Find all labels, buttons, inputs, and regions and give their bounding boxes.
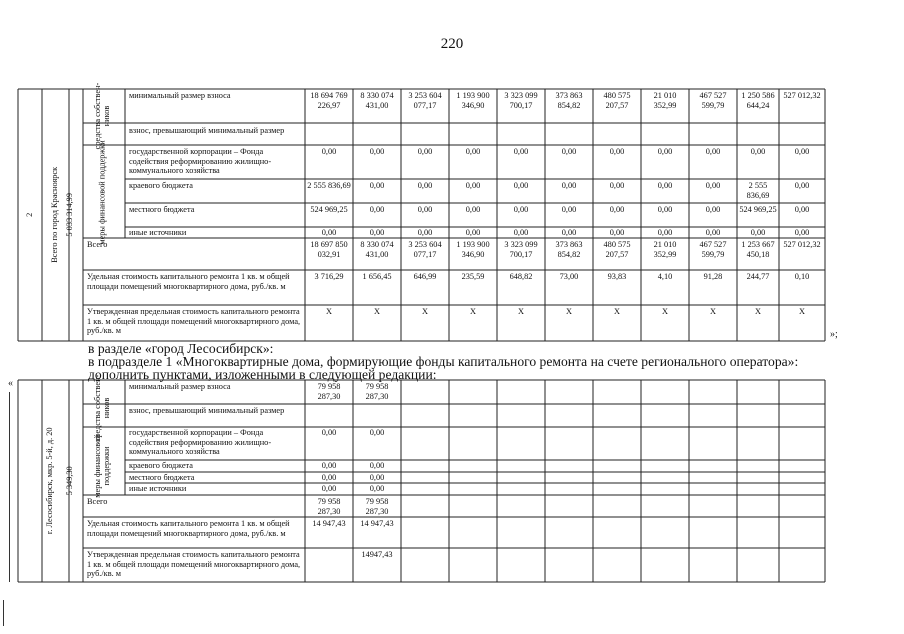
table-cell: 0,00 — [750, 228, 766, 237]
table-cell: 0,00 — [750, 147, 766, 156]
table-cell: X — [470, 307, 476, 316]
table-cell: 1 193 900 346,90 — [456, 240, 490, 259]
table-cell: 0,00 — [794, 147, 810, 156]
region-amount: 5 033 314,99 — [65, 193, 75, 237]
table-cell: 0,00 — [369, 484, 385, 493]
table-cell: 646,99 — [413, 272, 437, 281]
table-cell: 0,00 — [657, 147, 673, 156]
table-cell: X — [326, 307, 332, 316]
table-cell: 91,28 — [703, 272, 723, 281]
table-cell: X — [799, 307, 805, 316]
address-label: г. Лесосибирск, мкр. 5-й, д. 20 — [45, 427, 55, 535]
table-cell: 373 863 854,82 — [555, 240, 583, 259]
table-cell: 0,00 — [321, 484, 337, 493]
table-cell: 2 555 836,69 — [746, 181, 770, 200]
table-cell: 14947,43 — [361, 550, 393, 559]
table-cell: 93,83 — [607, 272, 627, 281]
table-cell: 467 527 599,79 — [699, 91, 727, 110]
table-cell: 0,00 — [321, 428, 337, 437]
row-label: Утвержденная предельная стоимость капитального ремонта 1 кв. м общей площади помещений многоквартирного дома, руб./кв. м — [87, 550, 301, 579]
row-label: Утвержденная предельная стоимость капитального ремонта 1 кв. м общей площади помещений многоквартирного дома, руб./кв. м — [87, 307, 301, 336]
table-cell: 0,00 — [417, 147, 433, 156]
table-cell: X — [374, 307, 380, 316]
table-cell: 79 958 287,30 — [317, 382, 341, 401]
table-cell: 0,00 — [561, 147, 577, 156]
table-cell: 373 863 854,82 — [555, 91, 583, 110]
table-cell: 3 323 099 700,17 — [504, 91, 538, 110]
table-cell: 0,00 — [561, 181, 577, 190]
table-cell: 79 958 287,30 — [365, 382, 389, 401]
group-owners-label: средства собствен-ников — [93, 82, 111, 150]
table-cell: 3 253 604 077,17 — [408, 91, 442, 110]
row-label: взнос, превышающий минимальный размер — [129, 126, 285, 135]
table-cell: 0,00 — [369, 181, 385, 190]
table-cell: 0,00 — [321, 473, 337, 482]
table-cell: 0,00 — [465, 147, 481, 156]
row-label: иные источники — [129, 484, 187, 493]
table-cell: 0,00 — [657, 181, 673, 190]
table-cell: 0,00 — [369, 205, 385, 214]
instruction-line: в подразделе 1 «Многоквартирные дома, формирующие фонды капитального ремонта на счете регионального оператора»: — [88, 354, 799, 369]
table-cell: 0,00 — [609, 147, 625, 156]
row-label: минимальный размер взноса — [129, 382, 231, 391]
table-cell: 0,00 — [513, 181, 529, 190]
table-cell: 0,00 — [705, 205, 721, 214]
row-label: иные источники — [129, 228, 187, 237]
table-cell: X — [566, 307, 572, 316]
table-cell: 1 253 667 450,18 — [741, 240, 775, 259]
table-cell: 527 012,32 — [783, 240, 821, 249]
table-cell: 0,00 — [417, 181, 433, 190]
table-cell: 79 958 287,30 — [317, 497, 341, 516]
table-cell: 4,10 — [657, 272, 673, 281]
table-cell: 1 250 586 644,24 — [741, 91, 775, 110]
table-cell: 1 656,45 — [362, 272, 392, 281]
table-cell: X — [614, 307, 620, 316]
page-number: 220 — [440, 36, 464, 52]
table-cell: 244,77 — [746, 272, 770, 281]
table-cell: 21 010 352,99 — [653, 91, 677, 110]
table-cell: 0,00 — [465, 205, 481, 214]
table-cell: 0,00 — [417, 205, 433, 214]
row-label: краевого бюджета — [129, 461, 193, 470]
table-cell: 8 330 074 431,00 — [360, 240, 394, 259]
table-cell: 0,10 — [794, 272, 810, 281]
table-cell: 0,00 — [369, 461, 385, 470]
table-cell: 524 969,25 — [310, 205, 348, 214]
table-cell: 79 958 287,30 — [365, 497, 389, 516]
table-cell: 14 947,43 — [312, 519, 346, 528]
table-cell: 0,00 — [794, 228, 810, 237]
table-cell: 0,00 — [369, 228, 385, 237]
table-cell: 3 716,29 — [314, 272, 344, 281]
table-cell: X — [662, 307, 668, 316]
row-label: местного бюджета — [129, 473, 195, 482]
table-cell: 18 694 769 226,97 — [310, 91, 348, 110]
instruction-line: дополнить пунктами, изложенными в следующей редакции: — [88, 367, 437, 382]
table-cell: 0,00 — [794, 181, 810, 190]
table-cell: 18 697 850 032,91 — [310, 240, 348, 259]
table-cell: X — [422, 307, 428, 316]
table-cell: 0,00 — [657, 228, 673, 237]
row-label: государственной корпорации – Фонда содействия реформированию жилищно-коммунального хозяйства — [129, 428, 272, 457]
table-cell: X — [710, 307, 716, 316]
table-cell: 0,00 — [513, 228, 529, 237]
table-cell: 0,00 — [369, 473, 385, 482]
row-label: минимальный размер взноса — [129, 91, 231, 100]
table-cell: 0,00 — [369, 147, 385, 156]
table-cell: 0,00 — [705, 181, 721, 190]
table-cell: 0,00 — [465, 228, 481, 237]
table-cell: 73,00 — [559, 272, 579, 281]
row-label: Всего — [87, 497, 108, 506]
row-label: государственной корпорации – Фонда содействия реформированию жилищно-коммунального хозяйства — [129, 147, 272, 176]
table-cell: 14 947,43 — [360, 519, 394, 528]
table-cell: 0,00 — [561, 228, 577, 237]
instruction-line: в разделе «город Лесосибирск»: — [88, 341, 274, 356]
table-cell: 0,00 — [369, 428, 385, 437]
table-cell: 480 575 207,57 — [603, 240, 631, 259]
table-cell: 0,00 — [794, 205, 810, 214]
table-cell: X — [518, 307, 524, 316]
table-cell: 8 330 074 431,00 — [360, 91, 394, 110]
table-cell: 480 575 207,57 — [603, 91, 631, 110]
row-label: Всего — [87, 240, 108, 249]
row-label: краевого бюджета — [129, 181, 193, 190]
row-label: Удельная стоимость капитального ремонта 1 кв. м общей площади помещений многоквартирного дома, руб./кв. м — [87, 272, 290, 291]
closing-quote: »; — [830, 329, 838, 340]
table-cell: 0,00 — [417, 228, 433, 237]
table-cell: 1 193 900 346,90 — [456, 91, 490, 110]
group-support-label: меры финансовой поддержки — [93, 434, 111, 498]
table-cell: 2 555 836,69 — [307, 181, 351, 190]
table-cell: 648,82 — [509, 272, 533, 281]
table-cell: 0,00 — [561, 205, 577, 214]
table-cell: 3 253 604 077,17 — [408, 240, 442, 259]
table-cell: 0,00 — [705, 147, 721, 156]
table-cell: 3 323 099 700,17 — [504, 240, 538, 259]
table-cell: 0,00 — [321, 147, 337, 156]
table-cell: 0,00 — [321, 461, 337, 470]
row-label: местного бюджета — [129, 205, 195, 214]
table-cell: X — [755, 307, 761, 316]
address-amount: 5 349,30 — [65, 466, 75, 496]
table-cell: 0,00 — [609, 228, 625, 237]
table-cell: 0,00 — [705, 228, 721, 237]
group-support-label: меры финансовой поддержки — [97, 140, 107, 245]
table-cell: 21 010 352,99 — [653, 240, 677, 259]
table-cell: 467 527 599,79 — [699, 240, 727, 259]
table-cell: 0,00 — [465, 181, 481, 190]
row-label: взнос, превышающий минимальный размер — [129, 406, 285, 415]
table-cell: 0,00 — [321, 228, 337, 237]
row-number: 2 — [25, 212, 35, 217]
group-owners-label: средства собствен-ников — [93, 374, 111, 442]
table-cell: 0,00 — [657, 205, 673, 214]
table-cell: 235,59 — [461, 272, 485, 281]
table-cell: 0,00 — [609, 181, 625, 190]
table-cell: 524 969,25 — [739, 205, 777, 214]
row-label: Удельная стоимость капитального ремонта 1 кв. м общей площади помещений многоквартирного дома, руб./кв. м — [87, 519, 290, 538]
table-cell: 0,00 — [609, 205, 625, 214]
table-cell: 527 012,32 — [783, 91, 821, 100]
table-cell: 0,00 — [513, 205, 529, 214]
region-label: Всего по город Красноярск — [50, 166, 60, 263]
opening-quote: « — [8, 378, 13, 389]
table-cell: 0,00 — [513, 147, 529, 156]
